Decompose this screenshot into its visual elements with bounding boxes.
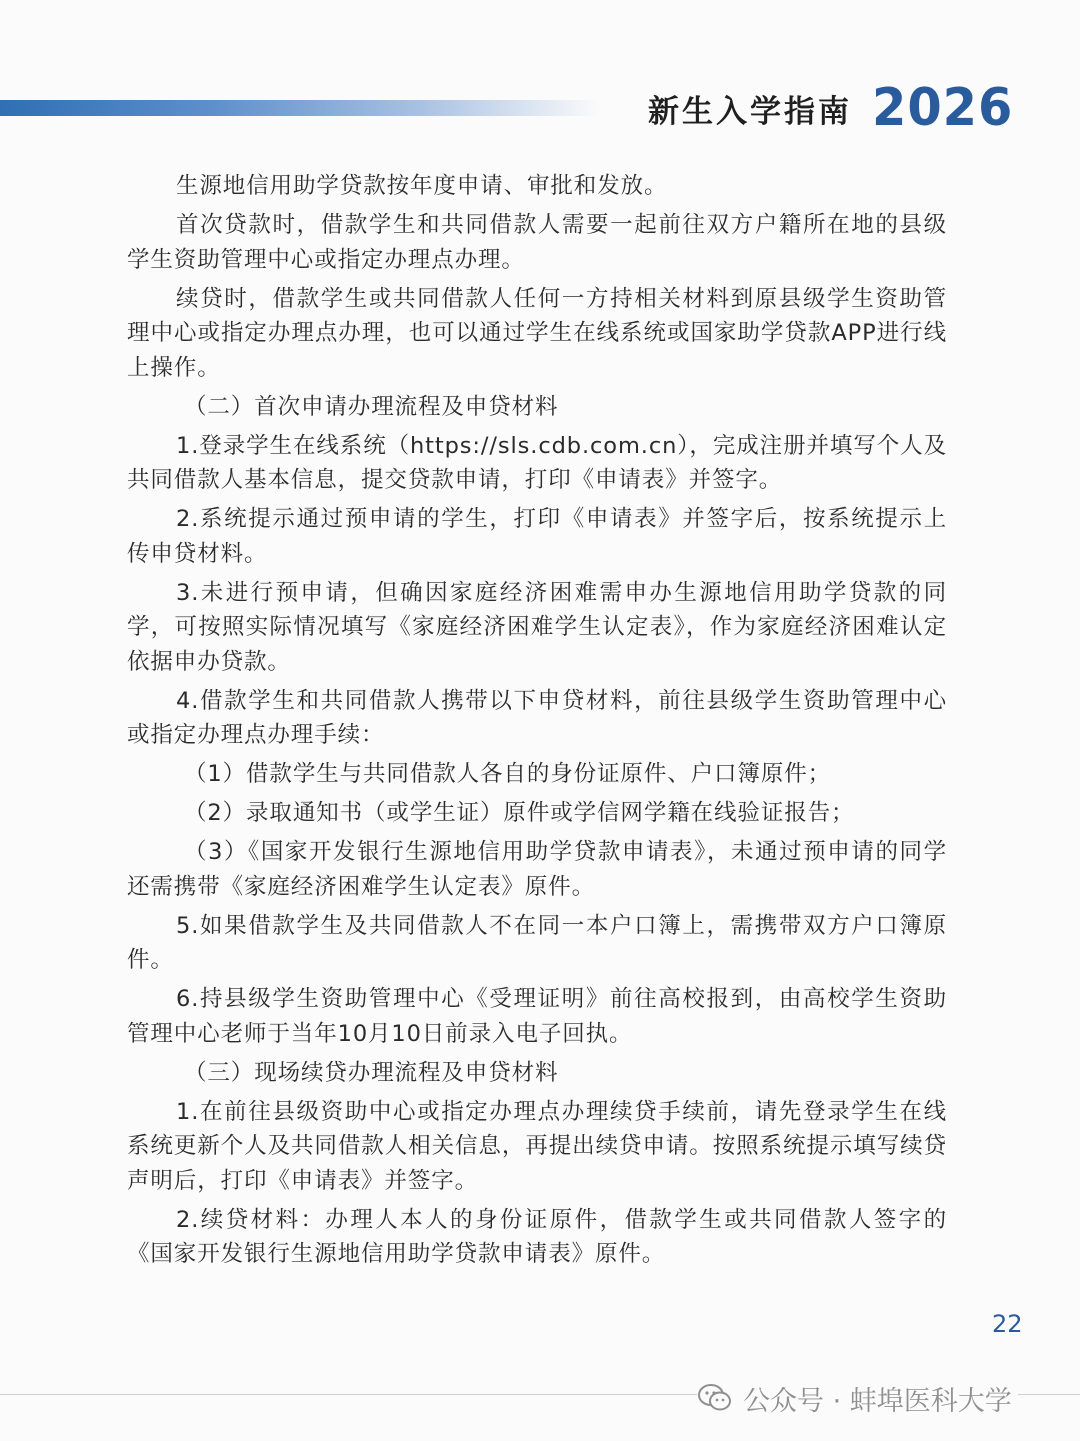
section-heading: （二）首次申请办理流程及申贷材料 xyxy=(184,393,559,420)
paragraph: 6.持县级学生资助管理中心《受理证明》前往高校报到，由高校学生资助管理中心老师于当年10月10日前录入电子回执。 xyxy=(127,986,947,1047)
watermark-text: 公众号 · 蚌埠医科大学 xyxy=(743,1385,1012,1417)
list-item: （2）录取通知书（或学生证）原件或学信网学籍在线验证报告； xyxy=(184,800,855,826)
paragraph: 2.系统提示通过预申请的学生，打印《申请表》并签字后，按系统提示上传申贷材料。 xyxy=(127,506,947,567)
header-title: 新生入学指南 xyxy=(648,94,852,130)
list-item: （3）《国家开发银行生源地信用助学贷款申请表》，未通过预申请的同学还需携带《家庭经济困难学生认定表》原件。 xyxy=(127,839,947,900)
page-number: 22 xyxy=(992,1310,1023,1338)
paragraph: 1.在前往县级资助中心或指定办理点办理续贷手续前，请先登录学生在线系统更新个人及共同借款人相关信息，再提出续贷申请。按照系统提示填写续贷声明后，打印《申请表》并签字。 xyxy=(127,1098,947,1194)
document-body xyxy=(127,169,947,1276)
paragraph: 1.登录学生在线系统（https://sls.cdb.com.cn），完成注册并填写个人及共同借款人基本信息，提交贷款申请，打印《申请表》并签字。 xyxy=(127,432,947,493)
paragraph: 首次贷款时，借款学生和共同借款人需要一起前往双方户籍所在地的县级学生资助管理中心或指定办理点办理。 xyxy=(127,212,947,273)
paragraph: 续贷时，借款学生或共同借款人任何一方持相关材料到原县级学生资助管理中心或指定办理点办理，也可以通过学生在线系统或国家助学贷款APP进行线上操作。 xyxy=(127,285,947,381)
paragraph: 生源地信用助学贷款按年度申请、审批和发放。 xyxy=(176,173,668,199)
section-heading: （三）现场续贷办理流程及申贷材料 xyxy=(184,1059,559,1086)
watermark xyxy=(697,1378,1018,1418)
paragraph: 5.如果借款学生及共同借款人不在同一本户口簿上，需携带双方户口簿原件。 xyxy=(127,912,947,973)
list-item: （1）借款学生与共同借款人各自的身份证原件、户口簿原件； xyxy=(184,761,832,787)
paragraph: 2.续贷材料：办理人本人的身份证原件，借款学生或共同借款人签字的《国家开发银行生源地信用助学贷款申请表》原件。 xyxy=(127,1206,947,1267)
header-decoration-bar xyxy=(0,100,600,116)
paragraph: 3.未进行预申请，但确因家庭经济困难需申办生源地信用助学贷款的同学，可按照实际情况填写《家庭经济困难学生认定表》，作为家庭经济困难认定依据申办贷款。 xyxy=(127,579,947,675)
header-year: 2026 xyxy=(872,78,1014,138)
paragraph: 4.借款学生和共同借款人携带以下申贷材料，前往县级学生资助管理中心或指定办理点办理手续： xyxy=(127,687,947,748)
wechat-icon xyxy=(697,1383,733,1413)
